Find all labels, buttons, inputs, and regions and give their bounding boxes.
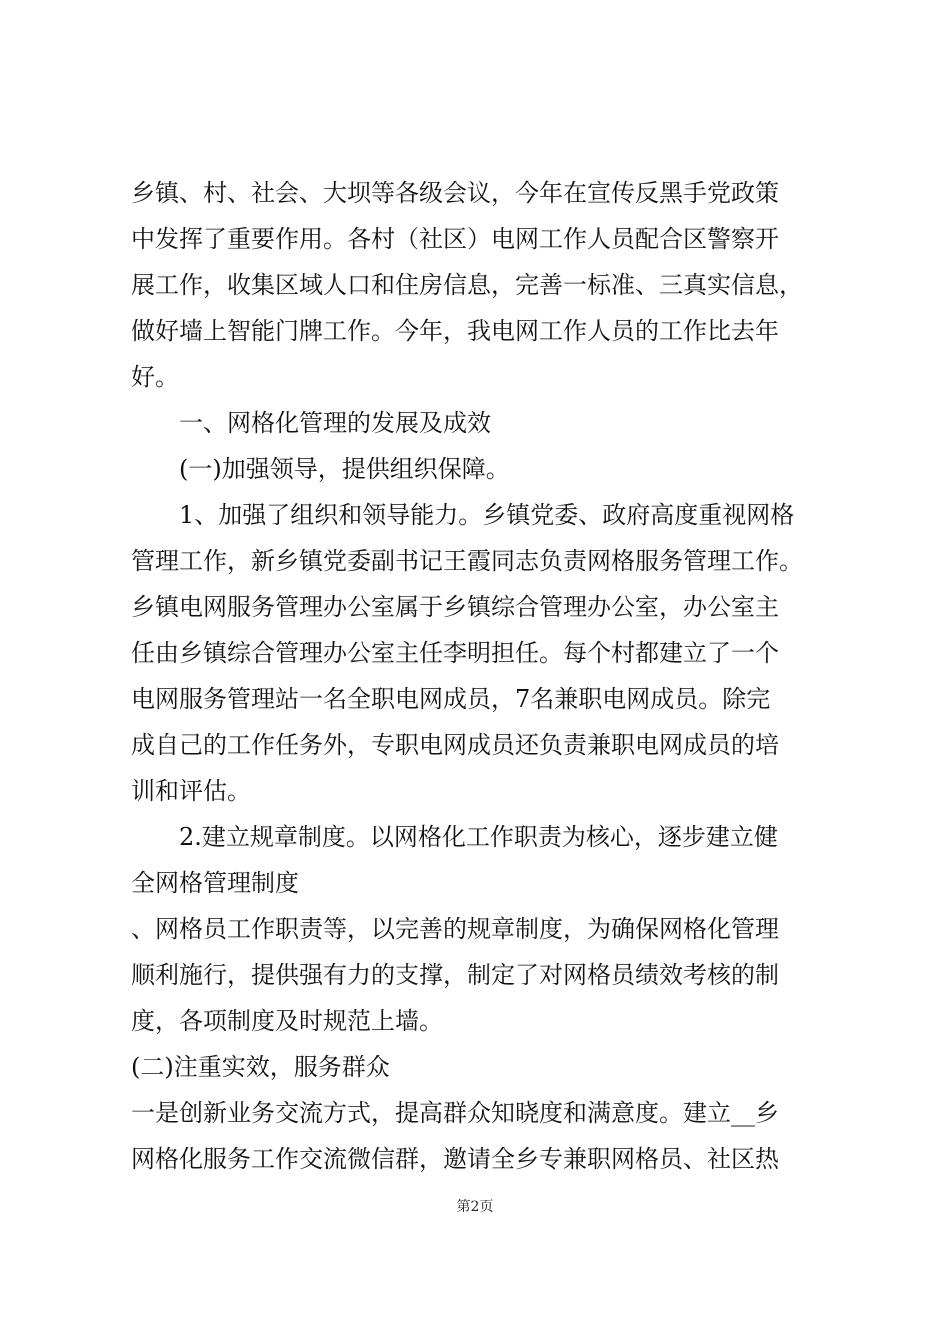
text-line-17: 、网格员工作职责等，以完善的规章制度，为确保网格化管理 xyxy=(131,915,779,943)
text-line-14: 训和评估。 xyxy=(131,777,251,805)
text-line-11: 任由乡镇综合管理办公室主任李明担任。每个村都建立了一个 xyxy=(131,639,779,667)
text-line-16: 全网格管理制度 xyxy=(131,869,299,897)
page-number: 第2页 xyxy=(456,1199,494,1215)
text-line-12: 电网服务管理站一名全职电网成员，7名兼职电网成员。除完 xyxy=(131,685,771,713)
text-line-19: 度，各项制度及时规范上墙。 xyxy=(131,1007,443,1035)
text-line-3: 展工作，收集区域人口和住房信息，完善一标准、三真实信息， xyxy=(131,271,803,299)
text-line-5: 好。 xyxy=(131,363,179,391)
text-line-18: 顺利施行，提供强有力的支撑，制定了对网格员绩效考核的制 xyxy=(131,961,779,989)
text-line-2: 中发挥了重要作用。各村（社区）电网工作人员配合区警察开 xyxy=(131,225,779,253)
text-line-8: 1、加强了组织和领导能力。乡镇党委、政府高度重视网格 xyxy=(179,501,795,529)
section-heading-1: 一、网格化管理的发展及成效 xyxy=(179,409,491,437)
text-line-9: 管理工作，新乡镇党委副书记王霞同志负责网格服务管理工作。 xyxy=(131,547,803,575)
subsection-heading-2: (二)注重实效，服务群众 xyxy=(131,1053,390,1081)
text-line-10: 乡镇电网服务管理办公室属于乡镇综合管理办公室，办公室主 xyxy=(131,593,779,621)
text-line-1: 乡镇、村、社会、大坝等各级会议，今年在宣传反黑手党政策 xyxy=(131,179,779,207)
text-line-21: 一是创新业务交流方式，提高群众知晓度和满意度。建立__乡 xyxy=(131,1099,779,1127)
text-line-4: 做好墙上智能门牌工作。今年，我电网工作人员的工作比去年 xyxy=(131,317,779,345)
body-text xyxy=(131,170,831,1182)
subsection-heading-1: (一)加强领导，提供组织保障。 xyxy=(179,455,510,483)
text-line-22: 网格化服务工作交流微信群，邀请全乡专兼职网格员、社区热 xyxy=(131,1145,779,1173)
text-line-15: 2.建立规章制度。以网格化工作职责为核心，逐步建立健 xyxy=(179,823,778,851)
text-line-13: 成自己的工作任务外，专职电网成员还负责兼职电网成员的培 xyxy=(131,731,779,759)
